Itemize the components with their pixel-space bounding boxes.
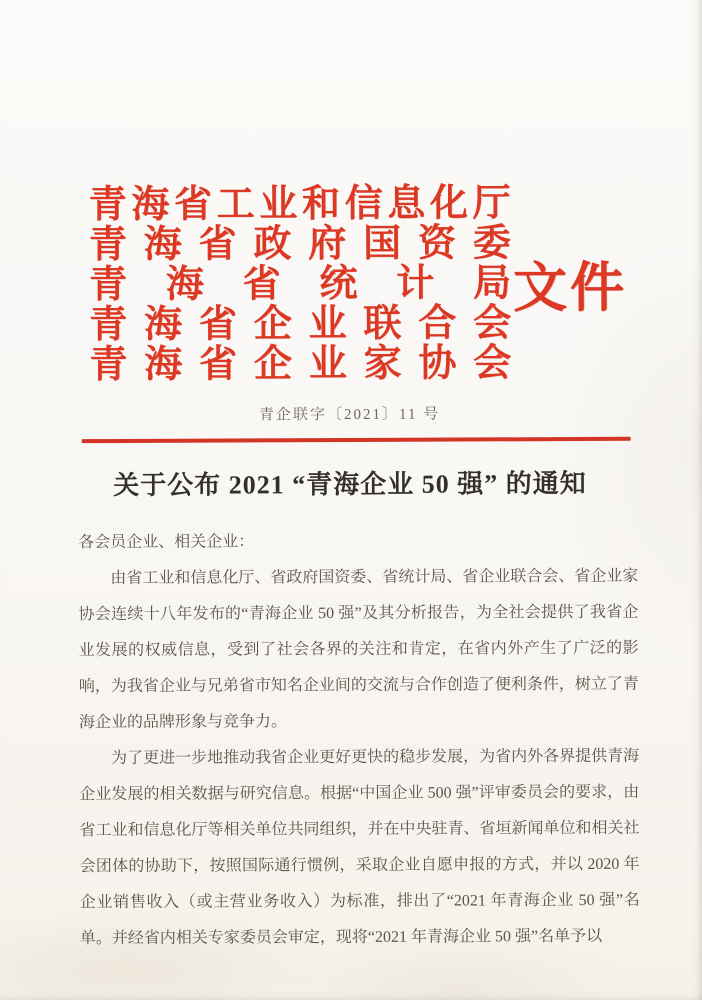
- salutation: 各会员企业、相关企业：: [78, 533, 255, 552]
- document-type-label: 文件: [512, 257, 628, 318]
- reference-number: 青企联字〔2021〕11 号: [258, 406, 441, 424]
- document-title: 关于公布 2021 “青海企业 50 强” 的通知: [113, 468, 587, 501]
- red-divider-line: [82, 437, 631, 443]
- letterhead: [89, 183, 630, 385]
- document-body: [78, 523, 640, 957]
- paragraph-1: 由省工业和信息化厅、省政府国资委、省统计局、省企业联合会、省企业家协会连续十八年发布的“青海企业 50 强”及其分析报告，为全社会提供了我省企业发展的权威信息，受到了社会各界的关注和肯定，在省内外产生了广泛的影响，为我省企业与兄弟省市知名企业间的交流与合作创造了便利条件，树立了青海企业的品牌形象与竞争力。: [78, 567, 639, 732]
- org-name-2: 青 海 省 政 府 国 资 委: [88, 222, 511, 267]
- org-name-3: 青 海 省 统 计 局: [88, 262, 512, 307]
- org-name-5: 青 海 省 企 业 家 协 会: [89, 342, 512, 387]
- org-name-1: 青 海 省 工 业 和 信 息 化 厅: [88, 182, 511, 227]
- paragraph-2: 为了更进一步地推动我省企业更好更快的稳步发展，为省内外各界提供青海企业发展的相关数据与研究信息。根据“中国企业 500 强”评审委员会的要求，由省工业和信息化厅等相关单位共同组织，并在中央驻青、省垣新闻单位和相关社会团体的协助下，按照国际通行惯例，采取企业自愿申报的方式，并以 2020 年企业销售收入（或主营业务收入）为标准，排出了“2021 年青海企业 50 强”名单。并经省内相关专家委员会审定，现将“2021 年青海企业 50 强”名单予以: [79, 747, 640, 948]
- org-name-4: 青 海 省 企 业 联 合 会: [89, 302, 512, 347]
- issuing-organizations: [89, 183, 512, 385]
